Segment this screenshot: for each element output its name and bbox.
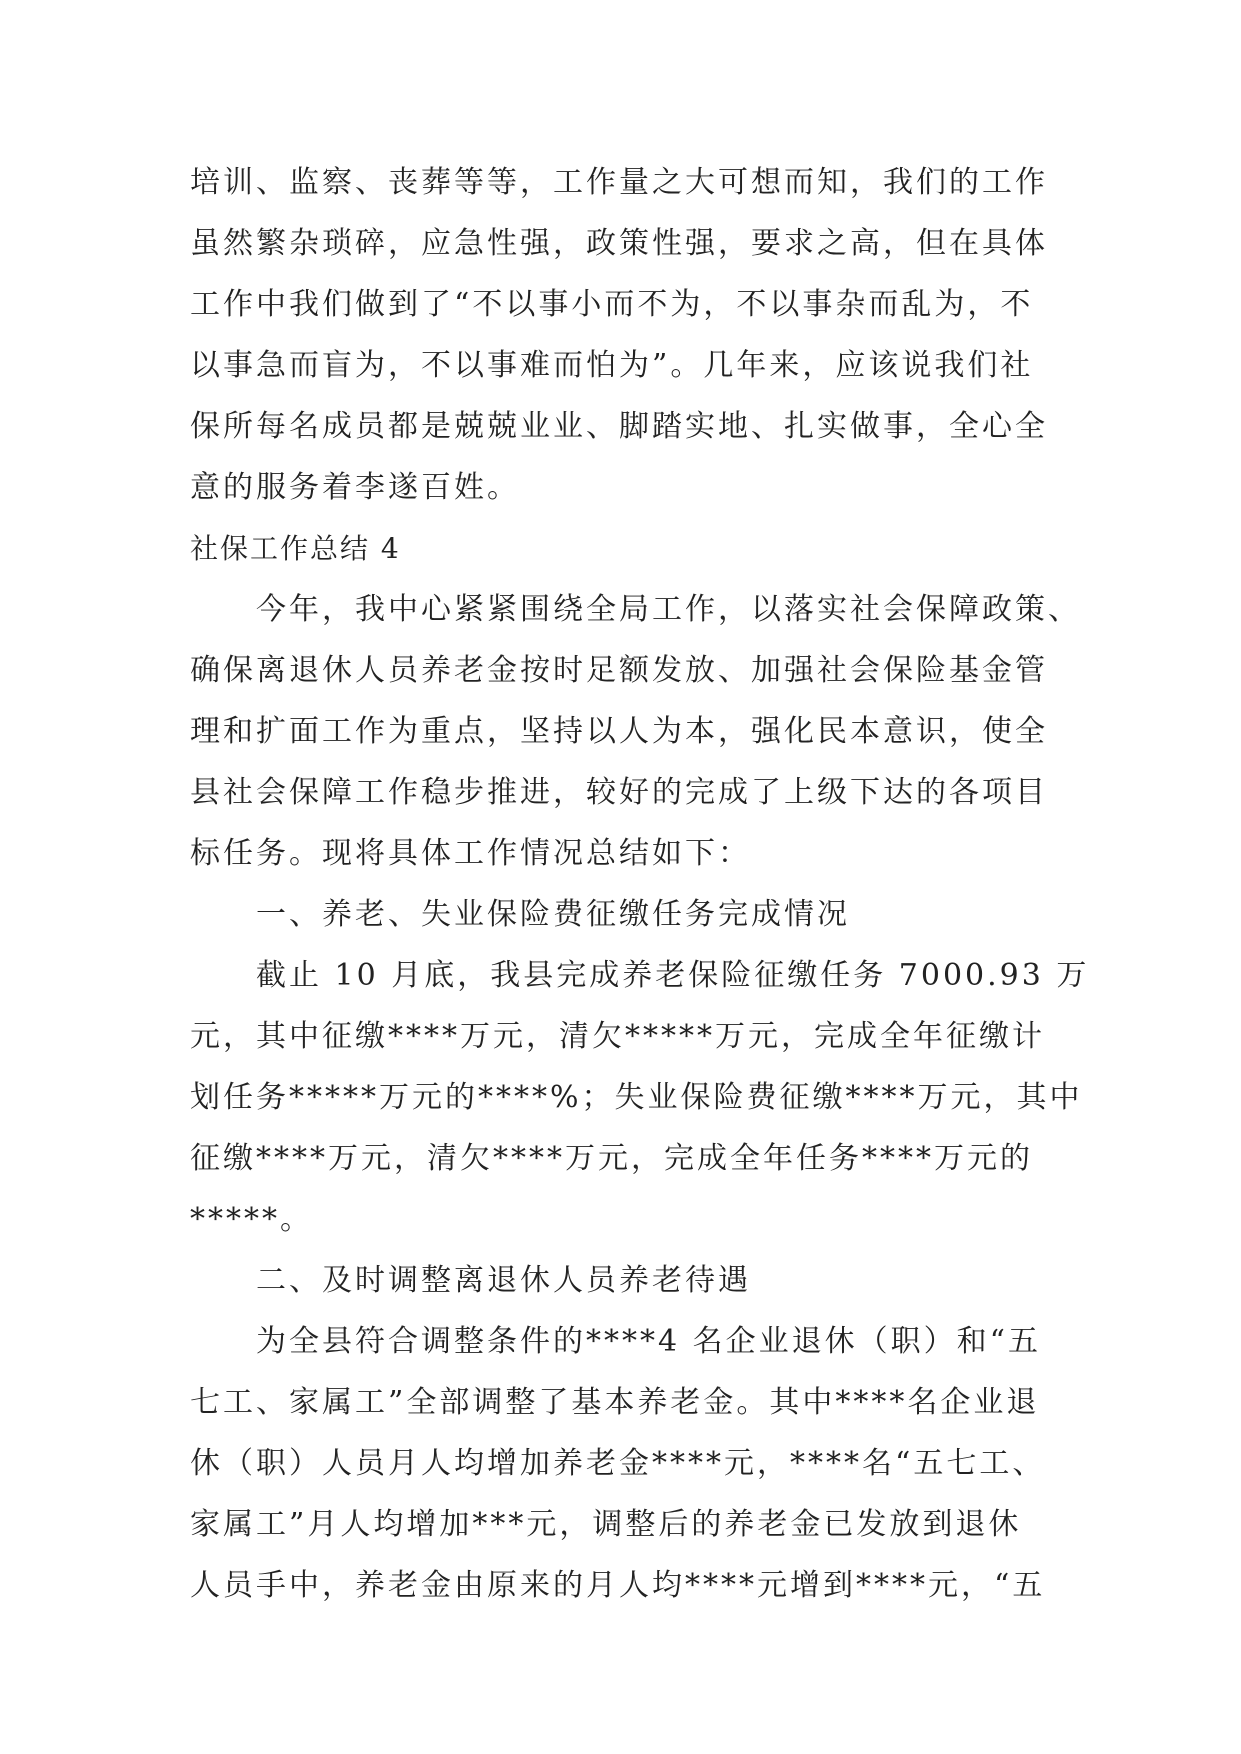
heading-1: 一、养老、失业保险费征缴任务完成情况 (256, 897, 850, 932)
para1-line-1: 今年，我中心紧紧围绕全局工作，以落实社会保障政策、 (256, 592, 1081, 627)
intro-line-4: 以事急而盲为，不以事难而怕为”。几年来，应该说我们社 (190, 348, 1034, 383)
intro-line-2: 虽然繁杂琐碎，应急性强，政策性强，要求之高，但在具体 (190, 226, 1048, 261)
para3-line-4: 家属工”月人均增加***元，调整后的养老金已发放到退休 (190, 1507, 1022, 1542)
para3-line-3: 休（职）人员月人均增加养老金****元，****名“五七工、 (190, 1446, 1046, 1481)
para2-line-2: 元，其中征缴****万元，清欠*****万元，完成全年征缴计 (190, 1019, 1045, 1054)
document-body (190, 152, 1090, 1616)
para1-line-4: 县社会保障工作稳步推进，较好的完成了上级下达的各项目 (190, 775, 1048, 810)
para2-line-1: 截止 10 月底，我县完成养老保险征缴任务 7000.93 万 (256, 958, 1090, 993)
intro-line-5: 保所每名成员都是兢兢业业、脚踏实地、扎实做事，全心全 (190, 409, 1048, 444)
para3-line-5: 人员手中，养老金由原来的月人均****元增到****元，“五 (190, 1568, 1046, 1603)
para1-line-5: 标任务。现将具体工作情况总结如下： (190, 836, 751, 871)
para2-line-5: *****。 (190, 1202, 313, 1237)
intro-line-6: 意的服务着李遂百姓。 (190, 470, 520, 505)
heading-2: 二、及时调整离退休人员养老待遇 (256, 1263, 751, 1298)
para1-line-3: 理和扩面工作为重点，坚持以人为本，强化民本意识，使全 (190, 714, 1048, 749)
para1-line-2: 确保离退休人员养老金按时足额发放、加强社会保险基金管 (190, 653, 1048, 688)
para3-line-1: 为全县符合调整条件的****4 名企业退休（职）和“五 (256, 1324, 1041, 1359)
intro-line-1: 培训、监察、丧葬等等，工作量之大可想而知，我们的工作 (190, 165, 1048, 200)
para2-line-3: 划任务*****万元的****%；失业保险费征缴****万元，其中 (190, 1080, 1083, 1115)
intro-line-3: 工作中我们做到了“不以事小而不为，不以事杂而乱为，不 (190, 287, 1034, 322)
para2-line-4: 征缴****万元，清欠****万元，完成全年任务****万元的 (190, 1141, 1033, 1176)
section-title: 社保工作总结 4 (190, 532, 401, 565)
para3-line-2: 七工、家属工”全部调整了基本养老金。其中****名企业退 (190, 1385, 1040, 1420)
